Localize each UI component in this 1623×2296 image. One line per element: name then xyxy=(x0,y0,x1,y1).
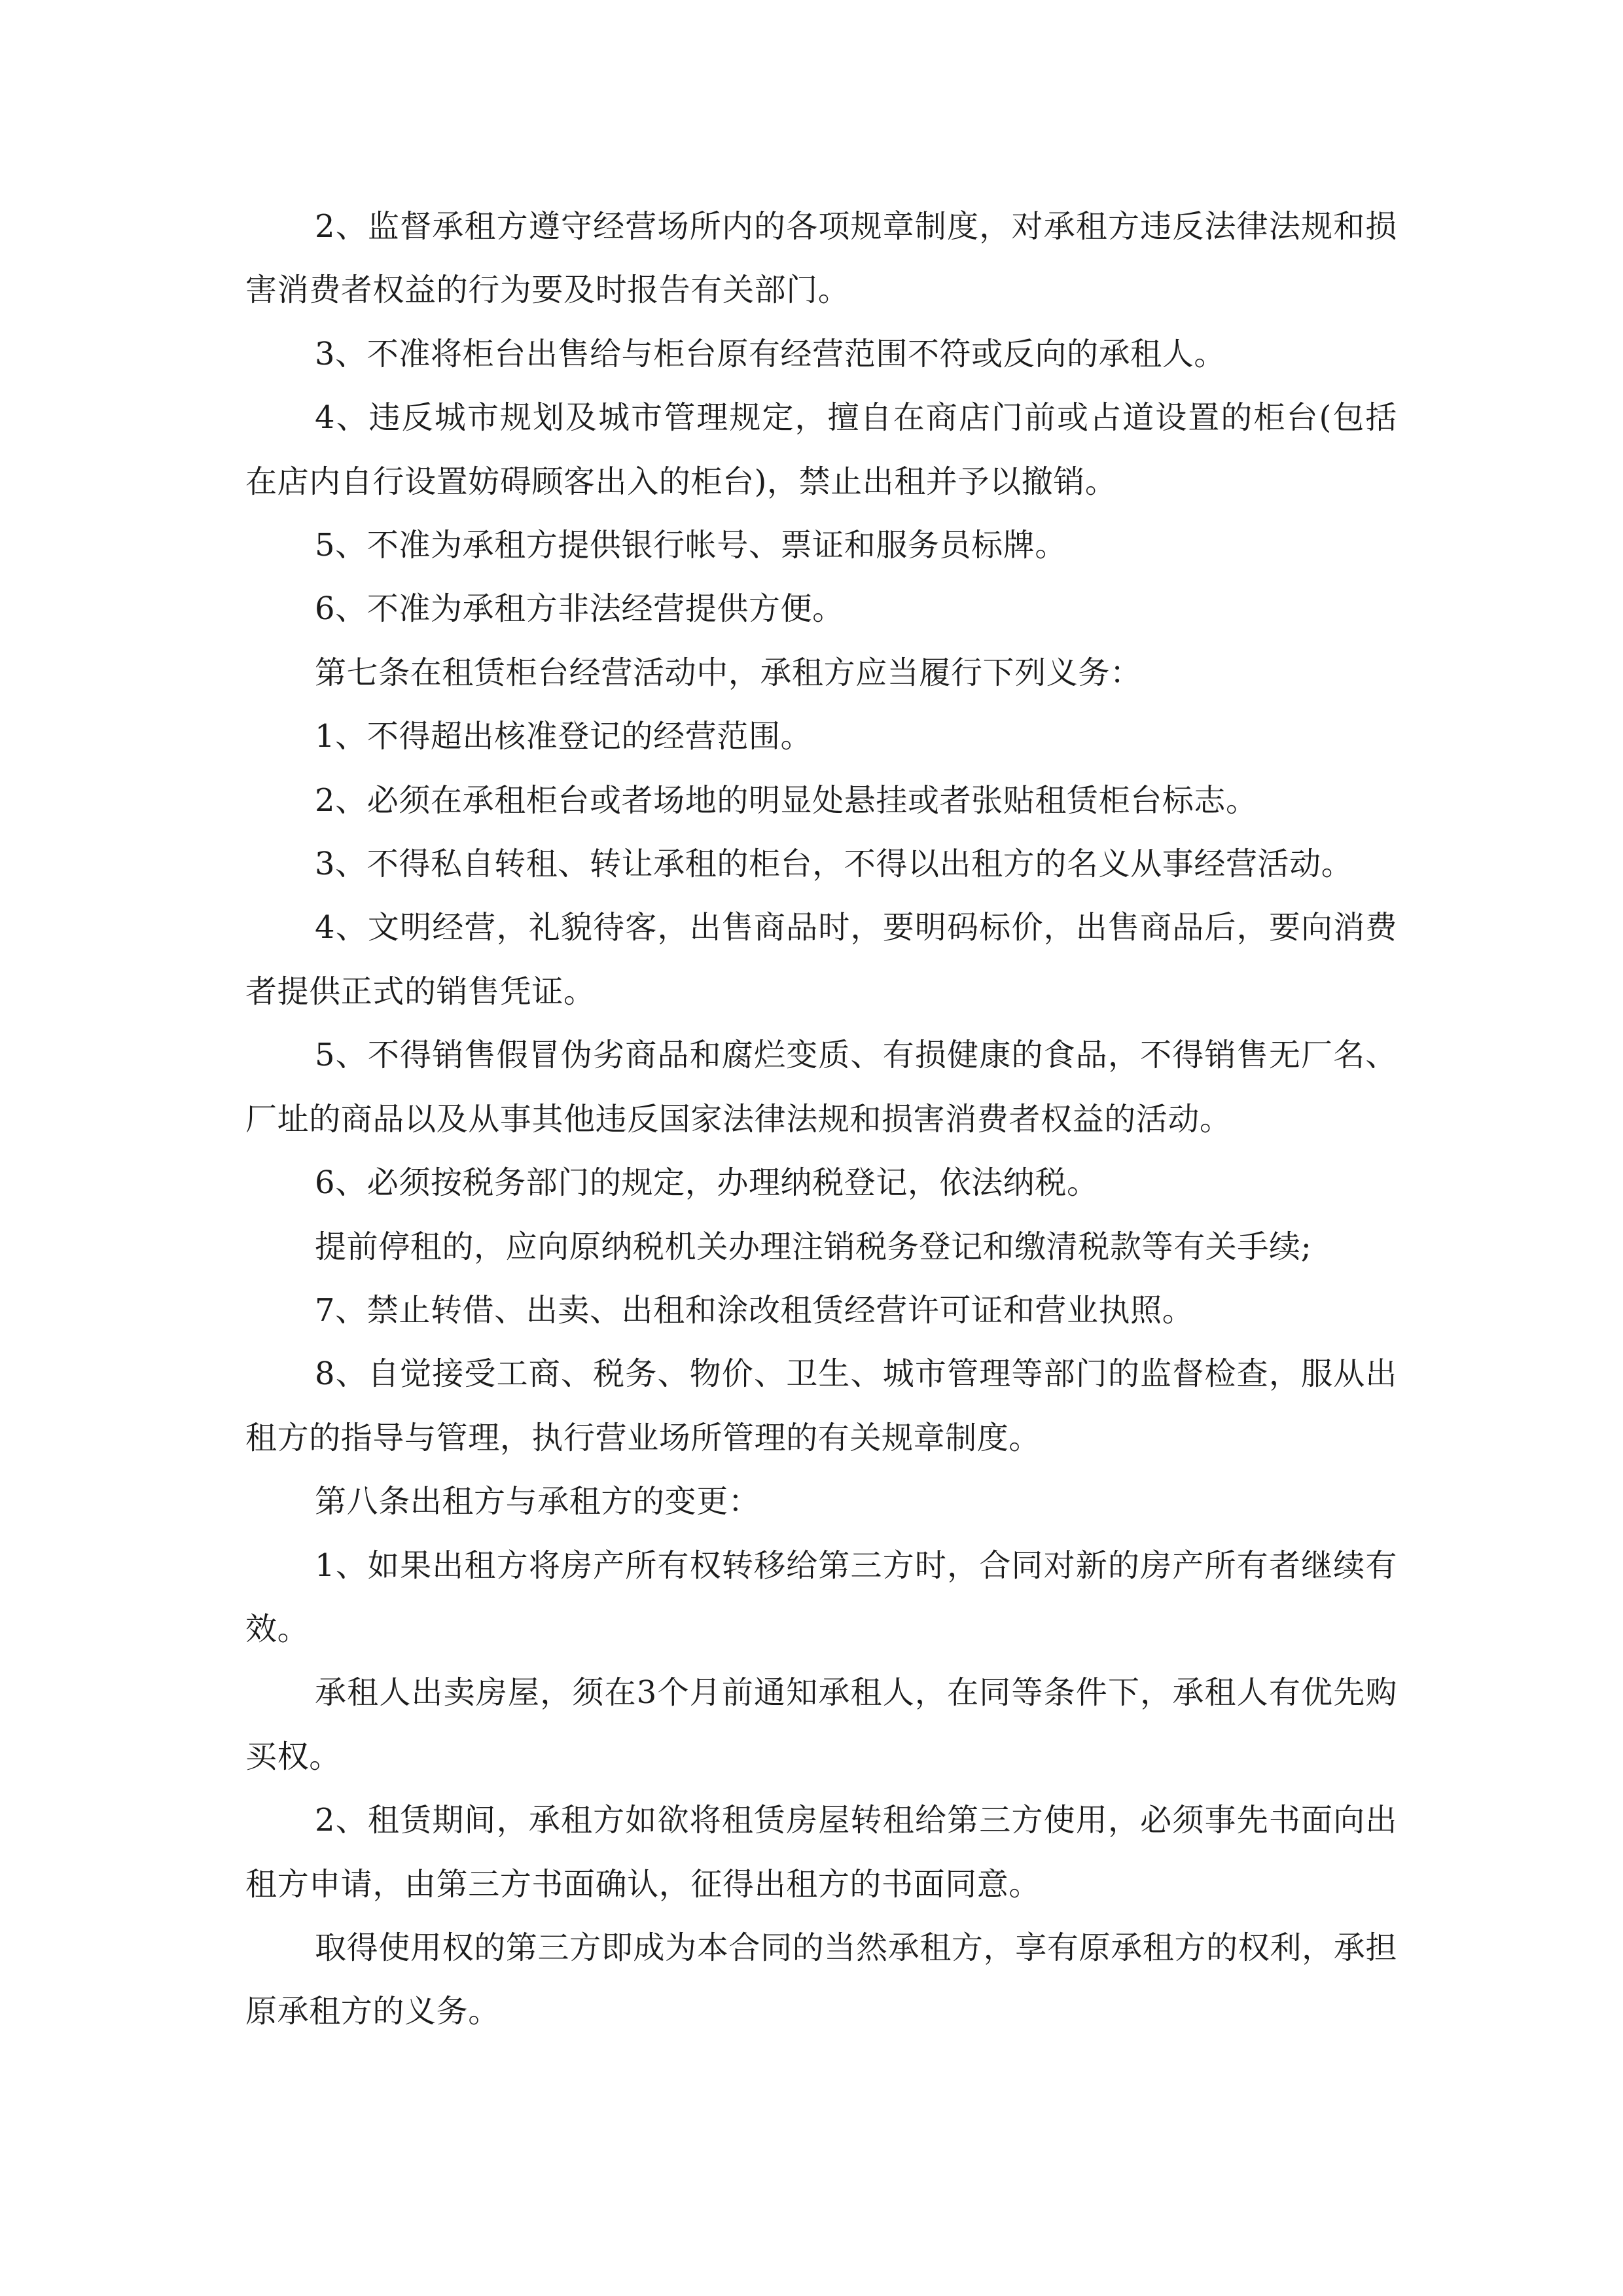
paragraph-sublease-approval: 2、租赁期间，承租方如欲将租赁房屋转租给第三方使用，必须事先书面向出租方申请，由第三方书面确认，征得出租方的书面同意。 xyxy=(245,1802,1397,1903)
article-eight-heading: 第八条出租方与承租方的变更： xyxy=(315,1483,760,1520)
paragraph-no-counterfeit: 5、不得销售假冒伪劣商品和腐烂变质、有损健康的食品，不得销售无厂名、厂址的商品以及从事其他违反国家法律法规和损害消费者权益的活动。 xyxy=(245,1037,1397,1138)
paragraph-third-party-rights: 取得使用权的第三方即成为本合同的当然承租方，享有原承租方的权利，承担原承租方的义务。 xyxy=(245,1929,1397,2030)
document-body xyxy=(245,195,1397,2044)
paragraph-no-bank-account: 5、不准为承租方提供银行帐号、票证和服务员标牌。 xyxy=(315,527,1067,564)
paragraph-no-illegal-business: 6、不准为承租方非法经营提供方便。 xyxy=(315,590,844,628)
paragraph-accept-supervision: 8、自觉接受工商、税务、物价、卫生、城市管理等部门的监督检查，服从出租方的指导与管理，执行营业场所管理的有关规章制度。 xyxy=(245,1355,1397,1456)
paragraph-no-sale-counter: 3、不准将柜台出售给与柜台原有经营范围不符或反向的承租人。 xyxy=(315,335,1226,372)
paragraph-display-sign: 2、必须在承租柜台或者场地的明显处悬挂或者张贴租赁柜台标志。 xyxy=(315,781,1258,819)
paragraph-civil-business: 4、文明经营，礼貌待客，出售商品时，要明码标价，出售商品后，要向消费者提供正式的销售凭证。 xyxy=(245,909,1397,1010)
paragraph-no-license-transfer: 7、禁止转借、出卖、出租和涂改租赁经营许可证和营业执照。 xyxy=(315,1291,1194,1329)
paragraph-city-planning: 4、违反城市规划及城市管理规定，擅自在商店门前或占道设置的柜台(包括在店内自行设置妨碍顾客出入的柜台)，禁止出租并予以撤销。 xyxy=(245,399,1397,500)
paragraph-priority-purchase: 承租人出卖房屋，须在3个月前通知承租人，在同等条件下，承租人有优先购买权。 xyxy=(245,1674,1397,1775)
paragraph-no-sublease: 3、不得私自转租、转让承租的柜台，不得以出租方的名义从事经营活动。 xyxy=(315,846,1353,883)
article-seven-heading: 第七条在租赁柜台经营活动中，承租方应当履行下列义务： xyxy=(315,654,1142,691)
paragraph-tax-registration: 6、必须按税务部门的规定，办理纳税登记，依法纳税。 xyxy=(315,1164,1099,1202)
paragraph-business-scope: 1、不得超出核准登记的经营范围。 xyxy=(315,718,813,755)
paragraph-early-termination: 提前停租的，应向原纳税机关办理注销税务登记和缴清税款等有关手续; xyxy=(315,1228,1312,1265)
paragraph-ownership-transfer: 1、如果出租方将房产所有权转移给第三方时，合同对新的房产所有者继续有效。 xyxy=(245,1547,1397,1647)
paragraph-supervise-lessee: 2、监督承租方遵守经营场所内的各项规章制度，对承租方违反法律法规和损害消费者权益的行为要及时报告有关部门。 xyxy=(245,208,1397,309)
